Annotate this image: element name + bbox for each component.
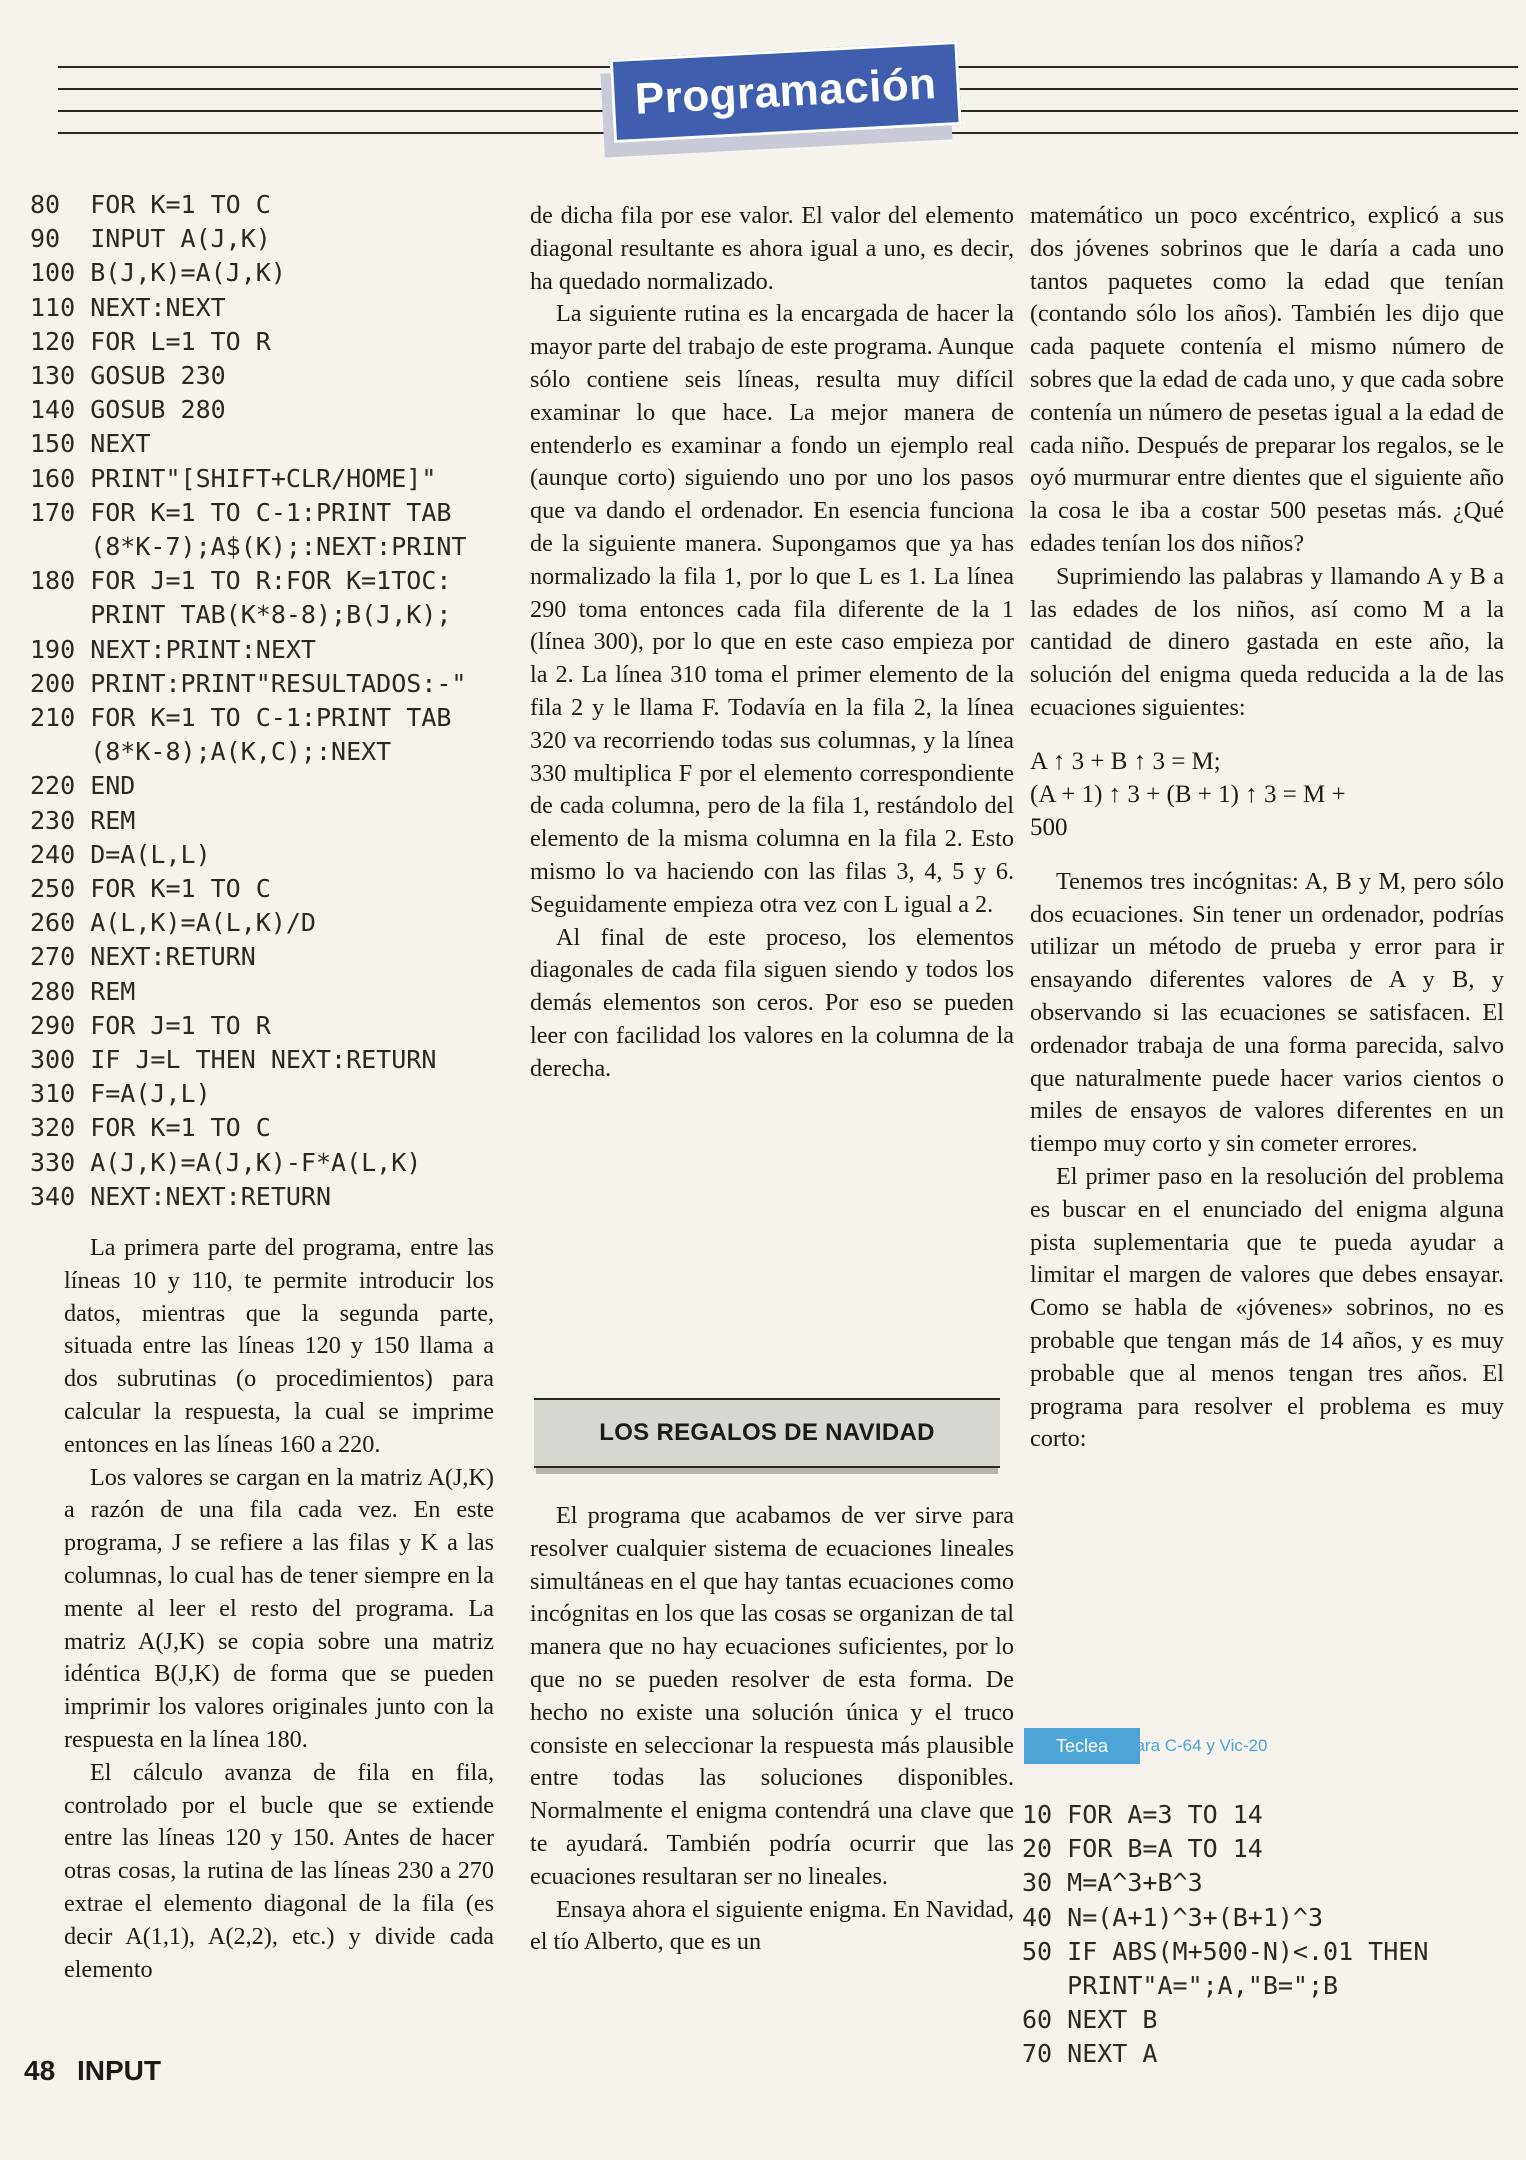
- code-line: 100 B(J,K)=A(J,K): [30, 258, 286, 288]
- equation-line: 500: [1030, 813, 1068, 841]
- code-line: 180 FOR J=1 TO R:FOR K=1TOC:: [30, 566, 452, 596]
- code-line: 270 NEXT:RETURN: [30, 942, 256, 972]
- column-3-text: [1030, 200, 1504, 1456]
- code-line: 50 IF ABS(M+500-N)<.01 THEN: [1022, 1936, 1429, 1966]
- paragraph: El programa que acabamos de ver sirve para resolver cualquier sistema de ecuaciones lineales simultáneas en el que hay tantas ecuaciones como incógnitas en los que las cosas se organizan de tal manera que no hay ecuaciones suficientes, por lo que no se pueden resolver de esta forma. De hecho no existe una solución única y el truco consiste en seleccionar la respuesta más plausible entre todas las soluciones disponibles. Normalmente el enigma contendrá una clave que te ayudará. También podría ocurrir que las ecuaciones resultaran ser no lineales.: [530, 1502, 1014, 1890]
- code-line: PRINT TAB(K*8-8);B(J,K);: [30, 600, 452, 630]
- magazine-name: INPUT: [76, 2055, 161, 2086]
- code-line: 340 NEXT:NEXT:RETURN: [30, 1181, 332, 1211]
- basic-listing-2: [1022, 1798, 1428, 2072]
- column-2-text: [530, 200, 1014, 1086]
- equation-line: (A + 1) ↑ 3 + (B + 1) ↑ 3 = M +: [1030, 780, 1346, 808]
- code-line: 220 END: [30, 771, 136, 801]
- banner-title: Programación: [610, 41, 962, 143]
- paragraph: Los valores se cargan en la matriz A(J,K) a razón de una fila cada vez. En este programa, J se refiere a las filas y K a las columnas, lo cual has de tener siempre en la mente al leer el resto del programa. La matriz A(J,K) se copia sobre una matriz idéntica B(J,K) de forma que se pueden imprimir los valores originales junto con la respuesta en la línea 180.: [64, 1463, 494, 1753]
- page-footer: [24, 2055, 161, 2087]
- section-banner: [610, 41, 963, 155]
- paragraph: El cálculo avanza de fila en fila, controlado por el bucle que se extiende entre las líneas 120 y 150. Antes de hacer otras cosas, la rutina de las líneas 230 a 270 extrae el elemento diagonal de la fila (es decir A(1,1), A(2,2), etc.) y divide cada elemento: [64, 1758, 494, 1983]
- code-line: 80 FOR K=1 TO C: [30, 190, 271, 219]
- column-1-text: [64, 1232, 494, 1986]
- code-line: 70 NEXT A: [1022, 2039, 1158, 2069]
- paragraph: Suprimiendo las palabras y llamando A y B a las edades de los niños, así como M a la cantidad de dinero gastada en este año, la solución del enigma queda reducida a la de las ecuaciones siguientes:: [1030, 562, 1504, 721]
- paragraph: de dicha fila por ese valor. El valor del elemento diagonal resultante es ahora igual a uno, es decir, ha quedado normalizado.: [530, 202, 1014, 295]
- code-line: (8*K-7);A$(K);:NEXT:PRINT: [30, 532, 467, 562]
- code-line: 140 GOSUB 280: [30, 395, 226, 425]
- code-line: 230 REM: [30, 805, 136, 835]
- page-number: 48: [24, 2055, 56, 2086]
- code-line: 150 NEXT: [30, 429, 151, 459]
- code-line: 60 NEXT B: [1022, 2005, 1158, 2035]
- paragraph: La siguiente rutina es la encargada de hacer la mayor parte del trabajo de este programa. Aunque sólo contiene seis líneas, resulta muy difícil examinar lo que hace. La mejor manera de entenderlo es examinar a fondo un ejemplo real (aunque corto) siguiendo uno por uno los pasos que va dando el ordenador. En esencia funciona de la siguiente manera. Supongamos que ya has normalizado la fila 1, por lo que L es 1. La línea 290 toma entonces cada fila diferente de la 1 (línea 300), por lo que en este caso empieza por la 2. La línea 310 toma el primer elemento de la fila 2 y le llama F. Todavía en la fila 2, la línea 320 va recorriendo todas sus columnas, y la línea 330 multiplica F por el elemento correspondiente de cada columna, pero de la fila 1, restándolo del elemento de la misma columna en la fila 2. Esto mismo lo va haciendo con las filas 3, 4, 5 y 6. Seguidamente empieza otra vez con L igual a 2.: [530, 300, 1014, 918]
- paragraph: El primer paso en la resolución del problema es buscar en el enunciado del enigma alguna pista suplementaria que te pueda ayudar a limitar el margen de valores que debes ensayar. Como se habla de «jóvenes» sobrinos, no es probable que tengan más de 14 años, y es muy probable que al menos tengan tres años. El programa para resolver el problema es muy corto:: [1030, 1162, 1504, 1453]
- code-line: 160 PRINT"[SHIFT+CLR/HOME]": [30, 463, 437, 493]
- basic-listing-1: [30, 188, 467, 1214]
- code-line: 130 GOSUB 230: [30, 361, 226, 391]
- equation-line: A ↑ 3 + B ↑ 3 = M;: [1030, 747, 1221, 775]
- code-line: 170 FOR K=1 TO C-1:PRINT TAB: [30, 497, 452, 527]
- code-line: 110 NEXT:NEXT: [30, 292, 226, 322]
- code-line: PRINT"A=";A,"B=";B: [1022, 1971, 1339, 2001]
- code-line: 190 NEXT:PRINT:NEXT: [30, 634, 316, 664]
- code-line: 90 INPUT A(J,K): [30, 224, 271, 254]
- paragraph: Al final de este proceso, los elementos diagonales de cada fila siguen siendo y todos los demás elementos son ceros. Por eso se pueden leer con facilidad los valores en la columna de la derecha.: [530, 923, 1014, 1082]
- column-2-text-b: [530, 1500, 1014, 1959]
- code-line: 310 F=A(J,L): [30, 1079, 211, 1109]
- code-line: 260 A(L,K)=A(L,K)/D: [30, 908, 316, 938]
- code-line: 200 PRINT:PRINT"RESULTADOS:-": [30, 668, 467, 698]
- equations: [1030, 745, 1504, 844]
- code-line: 250 FOR K=1 TO C: [30, 874, 271, 904]
- code-line: 330 A(J,K)=A(J,K)-F*A(L,K): [30, 1147, 422, 1177]
- code-line: 20 FOR B=A TO 14: [1022, 1834, 1263, 1864]
- teclea-note: para C-64 y Vic-20: [1126, 1736, 1268, 1755]
- code-line: 40 N=(A+1)^3+(B+1)^3: [1022, 1902, 1324, 1932]
- code-line: 120 FOR L=1 TO R: [30, 326, 271, 356]
- code-line: 30 M=A^3+B^3: [1022, 1868, 1203, 1898]
- code-line: 210 FOR K=1 TO C-1:PRINT TAB: [30, 703, 452, 733]
- paragraph: La primera parte del programa, entre las líneas 10 y 110, te permite introducir los datos, mientras que la segunda parte, situada entre las líneas 120 y 150 llama a dos subrutinas (o procedimientos) para calcular la respuesta, la cual se imprime entonces en las líneas 160 a 220.: [64, 1234, 494, 1458]
- paragraph: Ensaya ahora el siguiente enigma. En Navidad, el tío Alberto, que es un: [530, 1895, 1014, 1956]
- code-line: 240 D=A(L,L): [30, 839, 211, 869]
- paragraph: Tenemos tres incógnitas: A, B y M, pero sólo dos ecuaciones. Sin tener un ordenador, podrías utilizar un método de prueba y error para ir ensayando diferentes valores de A y B, y observando si las ecuaciones se satisfacen. El ordenador trabaja de una forma parecida, salvo que naturalmente puede hacer varios cientos o miles de ensayos de valores diferentes en un tiempo muy corto y sin cometer errores.: [1030, 867, 1504, 1158]
- code-line: 300 IF J=L THEN NEXT:RETURN: [30, 1045, 437, 1075]
- code-line: 280 REM: [30, 976, 136, 1006]
- teclea-label: Teclea: [1024, 1728, 1140, 1764]
- code-line: 290 FOR J=1 TO R: [30, 1010, 271, 1040]
- section-heading-text: LOS REGALOS DE NAVIDAD: [599, 1419, 935, 1446]
- section-heading: [534, 1398, 1000, 1468]
- paragraph: matemático un poco excéntrico, explicó a sus dos jóvenes sobrinos que le daría a cada uno tantos paquetes como la edad que tenían (contando sólo los años). También les dijo que cada paquete contenía el mismo número de sobres que la edad de cada uno, y que cada sobre contenía un número de pesetas igual a la edad de cada niño. Después de preparar los regalos, se le oyó murmurar entre dientes que el siguiente año la cosa le iba a costar 500 pesetas más. ¿Qué edades tenían los dos niños?: [1030, 202, 1504, 557]
- code-line: (8*K-8);A(K,C);:NEXT: [30, 737, 392, 767]
- code-line: 10 FOR A=3 TO 14: [1022, 1800, 1263, 1829]
- code-line: 320 FOR K=1 TO C: [30, 1113, 271, 1143]
